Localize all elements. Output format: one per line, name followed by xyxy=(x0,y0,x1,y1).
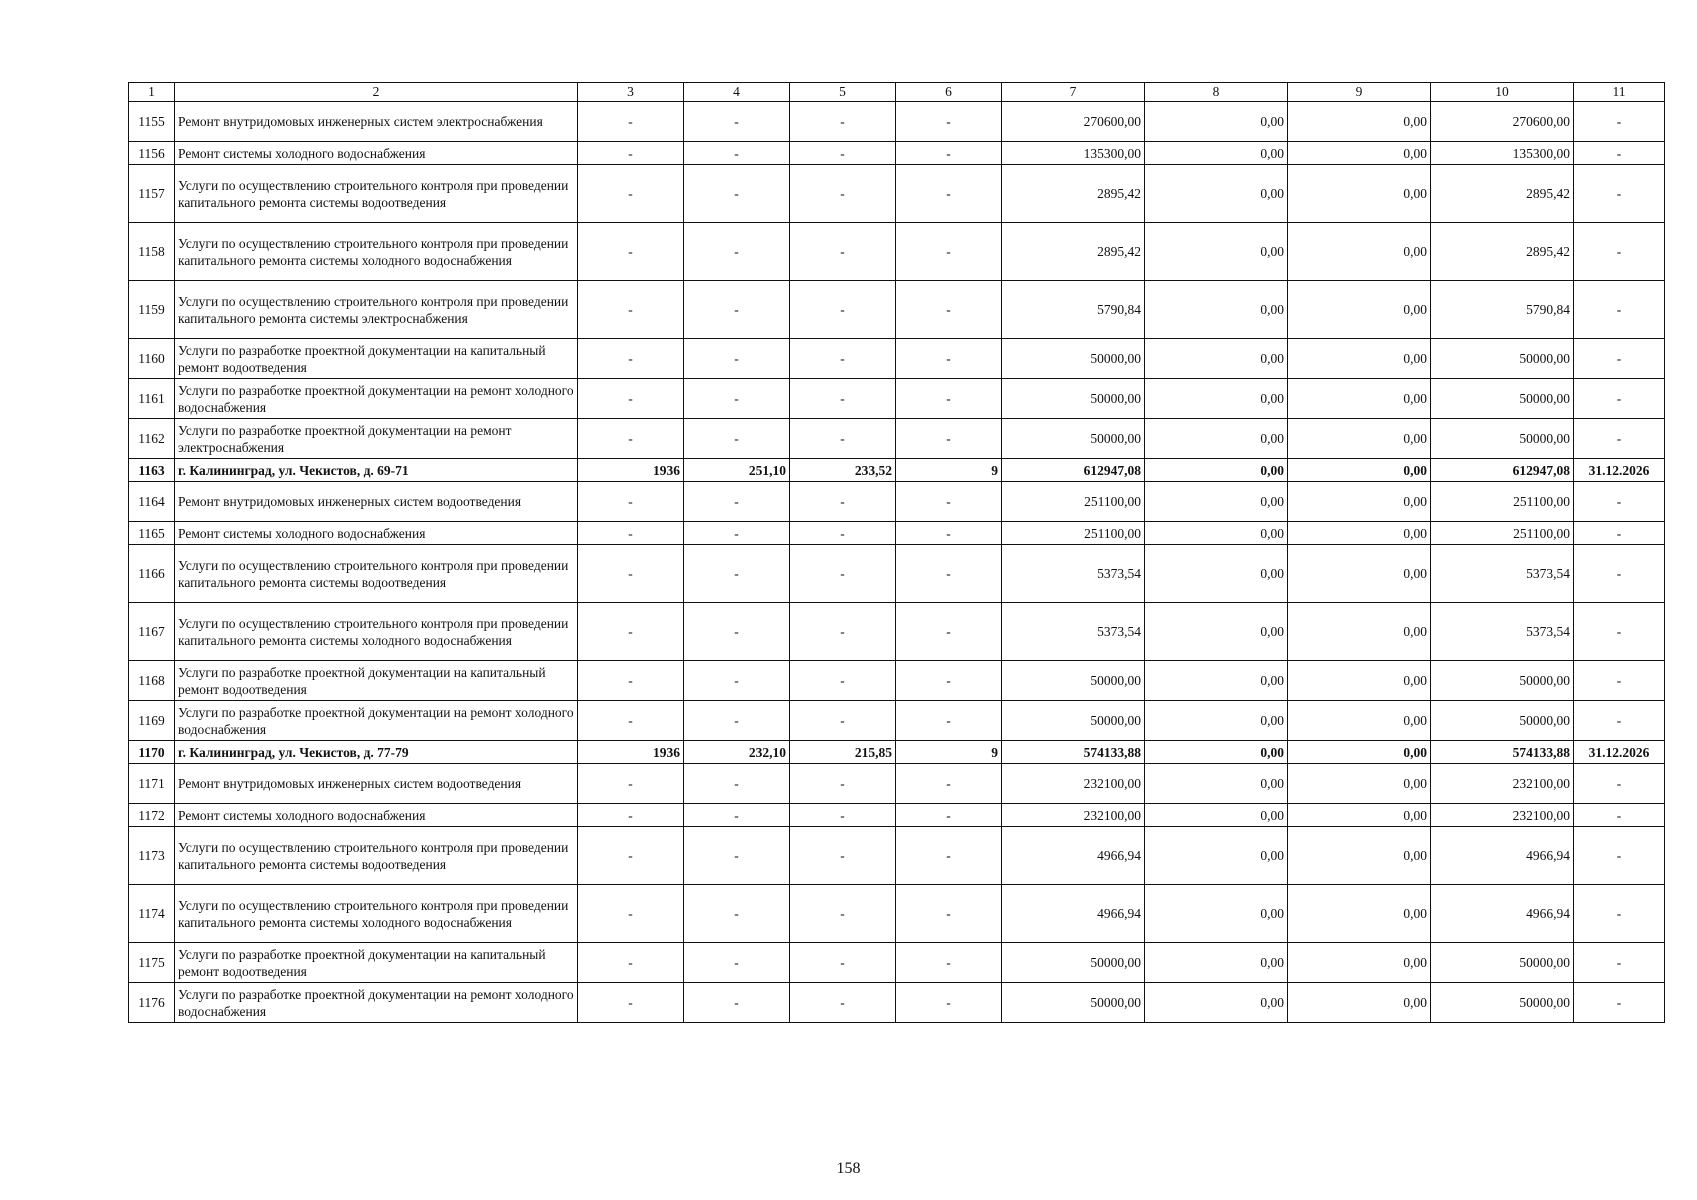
cell-col-3: - xyxy=(578,223,684,281)
cell-col-3: - xyxy=(578,165,684,223)
cell-col-4: - xyxy=(684,701,790,741)
row-number: 1158 xyxy=(129,223,175,281)
cell-col-6: - xyxy=(896,522,1002,545)
cell-col-3: - xyxy=(578,943,684,983)
table-row xyxy=(129,281,1665,339)
cell-col-5: - xyxy=(790,223,896,281)
cell-col-8: 0,00 xyxy=(1145,379,1288,419)
cell-col-7: 2895,42 xyxy=(1002,165,1145,223)
cell-col-9: 0,00 xyxy=(1288,983,1431,1023)
cell-col-10: 5373,54 xyxy=(1431,603,1574,661)
cell-col-7: 232100,00 xyxy=(1002,764,1145,804)
cell-col-4: - xyxy=(684,827,790,885)
table-row xyxy=(129,223,1665,281)
cell-col-3: - xyxy=(578,764,684,804)
row-name: Услуги по разработке проектной документации на капитальный ремонт водоотведения xyxy=(175,943,578,983)
cell-col-11: - xyxy=(1574,102,1665,142)
table-row xyxy=(129,102,1665,142)
row-name: Услуги по осуществлению строительного контроля при проведении капитального ремонта системы электроснабжения xyxy=(175,281,578,339)
cell-col-7: 251100,00 xyxy=(1002,522,1145,545)
cell-col-5: - xyxy=(790,701,896,741)
row-number: 1159 xyxy=(129,281,175,339)
cell-col-5: - xyxy=(790,943,896,983)
cell-col-8: 0,00 xyxy=(1145,223,1288,281)
cell-col-8: 0,00 xyxy=(1145,804,1288,827)
cell-col-11: 31.12.2026 xyxy=(1574,741,1665,764)
row-number: 1166 xyxy=(129,545,175,603)
cell-col-11: 31.12.2026 xyxy=(1574,459,1665,482)
row-number: 1172 xyxy=(129,804,175,827)
cell-col-9: 0,00 xyxy=(1288,764,1431,804)
row-name: Ремонт внутридомовых инженерных систем водоотведения xyxy=(175,482,578,522)
cell-col-7: 50000,00 xyxy=(1002,943,1145,983)
cell-col-5: - xyxy=(790,764,896,804)
cell-col-6: - xyxy=(896,339,1002,379)
cell-col-11: - xyxy=(1574,827,1665,885)
cell-col-6: - xyxy=(896,943,1002,983)
cell-col-9: 0,00 xyxy=(1288,701,1431,741)
cell-col-6: 9 xyxy=(896,741,1002,764)
cell-col-6: - xyxy=(896,983,1002,1023)
cell-col-9: 0,00 xyxy=(1288,459,1431,482)
cell-col-10: 574133,88 xyxy=(1431,741,1574,764)
row-name: Ремонт системы холодного водоснабжения xyxy=(175,522,578,545)
works-table xyxy=(128,82,1665,1023)
cell-col-9: 0,00 xyxy=(1288,379,1431,419)
cell-col-7: 574133,88 xyxy=(1002,741,1145,764)
cell-col-5: - xyxy=(790,545,896,603)
cell-col-4: - xyxy=(684,339,790,379)
cell-col-10: 50000,00 xyxy=(1431,943,1574,983)
cell-col-8: 0,00 xyxy=(1145,419,1288,459)
table-row xyxy=(129,339,1665,379)
cell-col-5: - xyxy=(790,165,896,223)
cell-col-7: 50000,00 xyxy=(1002,701,1145,741)
cell-col-9: 0,00 xyxy=(1288,102,1431,142)
cell-col-11: - xyxy=(1574,522,1665,545)
row-name: Услуги по разработке проектной документации на ремонт холодного водоснабжения xyxy=(175,701,578,741)
cell-col-8: 0,00 xyxy=(1145,701,1288,741)
column-header: 3 xyxy=(578,83,684,102)
cell-col-9: 0,00 xyxy=(1288,827,1431,885)
row-name: Услуги по осуществлению строительного контроля при проведении капитального ремонта системы холодного водоснабжения xyxy=(175,885,578,943)
cell-col-3: - xyxy=(578,827,684,885)
cell-col-10: 5790,84 xyxy=(1431,281,1574,339)
cell-col-9: 0,00 xyxy=(1288,223,1431,281)
column-header: 7 xyxy=(1002,83,1145,102)
row-name: г. Калининград, ул. Чекистов, д. 69-71 xyxy=(175,459,578,482)
row-number: 1167 xyxy=(129,603,175,661)
cell-col-8: 0,00 xyxy=(1145,522,1288,545)
cell-col-8: 0,00 xyxy=(1145,983,1288,1023)
table-row xyxy=(129,943,1665,983)
cell-col-5: - xyxy=(790,379,896,419)
cell-col-6: - xyxy=(896,142,1002,165)
cell-col-10: 50000,00 xyxy=(1431,661,1574,701)
cell-col-9: 0,00 xyxy=(1288,339,1431,379)
cell-col-4: - xyxy=(684,764,790,804)
cell-col-10: 135300,00 xyxy=(1431,142,1574,165)
cell-col-6: - xyxy=(896,102,1002,142)
cell-col-6: - xyxy=(896,804,1002,827)
cell-col-8: 0,00 xyxy=(1145,102,1288,142)
cell-col-9: 0,00 xyxy=(1288,804,1431,827)
cell-col-6: - xyxy=(896,223,1002,281)
cell-col-4: - xyxy=(684,142,790,165)
cell-col-9: 0,00 xyxy=(1288,522,1431,545)
column-header: 2 xyxy=(175,83,578,102)
cell-col-10: 251100,00 xyxy=(1431,522,1574,545)
cell-col-10: 2895,42 xyxy=(1431,223,1574,281)
cell-col-4: - xyxy=(684,545,790,603)
cell-col-7: 5373,54 xyxy=(1002,545,1145,603)
cell-col-8: 0,00 xyxy=(1145,281,1288,339)
cell-col-8: 0,00 xyxy=(1145,339,1288,379)
cell-col-11: - xyxy=(1574,142,1665,165)
row-number: 1175 xyxy=(129,943,175,983)
row-name: Услуги по осуществлению строительного контроля при проведении капитального ремонта системы водоотведения xyxy=(175,827,578,885)
cell-col-4: - xyxy=(684,983,790,1023)
cell-col-7: 5790,84 xyxy=(1002,281,1145,339)
cell-col-3: - xyxy=(578,661,684,701)
cell-col-8: 0,00 xyxy=(1145,943,1288,983)
row-number: 1160 xyxy=(129,339,175,379)
cell-col-9: 0,00 xyxy=(1288,142,1431,165)
cell-col-3: 1936 xyxy=(578,741,684,764)
row-name: Ремонт системы холодного водоснабжения xyxy=(175,804,578,827)
cell-col-11: - xyxy=(1574,223,1665,281)
cell-col-7: 50000,00 xyxy=(1002,379,1145,419)
table-row xyxy=(129,661,1665,701)
cell-col-7: 232100,00 xyxy=(1002,804,1145,827)
page-number: 158 xyxy=(836,1160,861,1177)
cell-col-7: 270600,00 xyxy=(1002,102,1145,142)
cell-col-10: 2895,42 xyxy=(1431,165,1574,223)
cell-col-4: - xyxy=(684,885,790,943)
row-number: 1171 xyxy=(129,764,175,804)
cell-col-9: 0,00 xyxy=(1288,741,1431,764)
cell-col-3: - xyxy=(578,545,684,603)
cell-col-10: 50000,00 xyxy=(1431,419,1574,459)
cell-col-11: - xyxy=(1574,943,1665,983)
row-number: 1161 xyxy=(129,379,175,419)
cell-col-6: - xyxy=(896,281,1002,339)
row-name: Услуги по осуществлению строительного контроля при проведении капитального ремонта системы водоотведения xyxy=(175,165,578,223)
table-row xyxy=(129,701,1665,741)
row-number: 1155 xyxy=(129,102,175,142)
cell-col-6: - xyxy=(896,885,1002,943)
cell-col-8: 0,00 xyxy=(1145,827,1288,885)
cell-col-3: 1936 xyxy=(578,459,684,482)
cell-col-7: 50000,00 xyxy=(1002,419,1145,459)
cell-col-10: 4966,94 xyxy=(1431,885,1574,943)
table-row xyxy=(129,482,1665,522)
cell-col-8: 0,00 xyxy=(1145,482,1288,522)
cell-col-4: - xyxy=(684,165,790,223)
cell-col-4: - xyxy=(684,379,790,419)
table-row xyxy=(129,379,1665,419)
cell-col-6: - xyxy=(896,545,1002,603)
cell-col-10: 232100,00 xyxy=(1431,764,1574,804)
row-name: Услуги по разработке проектной документации на ремонт электроснабжения xyxy=(175,419,578,459)
table-row xyxy=(129,983,1665,1023)
cell-col-5: - xyxy=(790,983,896,1023)
cell-col-6: - xyxy=(896,701,1002,741)
cell-col-11: - xyxy=(1574,701,1665,741)
table-row xyxy=(129,165,1665,223)
table-row xyxy=(129,419,1665,459)
cell-col-11: - xyxy=(1574,603,1665,661)
cell-col-3: - xyxy=(578,379,684,419)
cell-col-4: - xyxy=(684,804,790,827)
cell-col-11: - xyxy=(1574,885,1665,943)
cell-col-4: - xyxy=(684,419,790,459)
cell-col-7: 2895,42 xyxy=(1002,223,1145,281)
column-number-row xyxy=(129,83,1665,102)
column-header: 11 xyxy=(1574,83,1665,102)
table-row xyxy=(129,885,1665,943)
cell-col-8: 0,00 xyxy=(1145,661,1288,701)
row-name: г. Калининград, ул. Чекистов, д. 77-79 xyxy=(175,741,578,764)
cell-col-4: - xyxy=(684,102,790,142)
cell-col-5: - xyxy=(790,804,896,827)
cell-col-3: - xyxy=(578,339,684,379)
cell-col-9: 0,00 xyxy=(1288,482,1431,522)
cell-col-3: - xyxy=(578,281,684,339)
cell-col-7: 50000,00 xyxy=(1002,983,1145,1023)
cell-col-11: - xyxy=(1574,545,1665,603)
cell-col-11: - xyxy=(1574,804,1665,827)
row-number: 1164 xyxy=(129,482,175,522)
row-number: 1157 xyxy=(129,165,175,223)
table-body xyxy=(129,102,1665,1023)
cell-col-11: - xyxy=(1574,379,1665,419)
row-number: 1176 xyxy=(129,983,175,1023)
row-number: 1163 xyxy=(129,459,175,482)
cell-col-8: 0,00 xyxy=(1145,165,1288,223)
cell-col-11: - xyxy=(1574,482,1665,522)
cell-col-10: 270600,00 xyxy=(1431,102,1574,142)
row-number: 1165 xyxy=(129,522,175,545)
table-row xyxy=(129,764,1665,804)
address-row xyxy=(129,741,1665,764)
address-row xyxy=(129,459,1665,482)
table-row xyxy=(129,545,1665,603)
cell-col-5: - xyxy=(790,419,896,459)
table-row xyxy=(129,827,1665,885)
row-name: Услуги по осуществлению строительного контроля при проведении капитального ремонта системы холодного водоснабжения xyxy=(175,223,578,281)
cell-col-9: 0,00 xyxy=(1288,165,1431,223)
column-header: 4 xyxy=(684,83,790,102)
cell-col-11: - xyxy=(1574,339,1665,379)
cell-col-9: 0,00 xyxy=(1288,943,1431,983)
cell-col-3: - xyxy=(578,885,684,943)
cell-col-5: 215,85 xyxy=(790,741,896,764)
table-row xyxy=(129,804,1665,827)
cell-col-11: - xyxy=(1574,764,1665,804)
cell-col-5: - xyxy=(790,885,896,943)
row-name: Услуги по осуществлению строительного контроля при проведении капитального ремонта системы холодного водоснабжения xyxy=(175,603,578,661)
cell-col-10: 5373,54 xyxy=(1431,545,1574,603)
cell-col-6: - xyxy=(896,165,1002,223)
cell-col-9: 0,00 xyxy=(1288,661,1431,701)
cell-col-6: 9 xyxy=(896,459,1002,482)
cell-col-3: - xyxy=(578,419,684,459)
column-header: 8 xyxy=(1145,83,1288,102)
cell-col-7: 251100,00 xyxy=(1002,482,1145,522)
row-name: Ремонт системы холодного водоснабжения xyxy=(175,142,578,165)
cell-col-11: - xyxy=(1574,165,1665,223)
cell-col-6: - xyxy=(896,603,1002,661)
column-header: 5 xyxy=(790,83,896,102)
cell-col-10: 50000,00 xyxy=(1431,701,1574,741)
cell-col-3: - xyxy=(578,701,684,741)
cell-col-5: - xyxy=(790,827,896,885)
cell-col-5: - xyxy=(790,482,896,522)
cell-col-11: - xyxy=(1574,983,1665,1023)
row-name: Услуги по разработке проектной документации на капитальный ремонт водоотведения xyxy=(175,339,578,379)
cell-col-4: - xyxy=(684,661,790,701)
cell-col-10: 251100,00 xyxy=(1431,482,1574,522)
row-name: Услуги по разработке проектной документации на капитальный ремонт водоотведения xyxy=(175,661,578,701)
row-number: 1156 xyxy=(129,142,175,165)
column-header: 9 xyxy=(1288,83,1431,102)
cell-col-7: 50000,00 xyxy=(1002,339,1145,379)
cell-col-5: - xyxy=(790,603,896,661)
cell-col-5: - xyxy=(790,661,896,701)
cell-col-5: - xyxy=(790,522,896,545)
cell-col-11: - xyxy=(1574,281,1665,339)
cell-col-4: - xyxy=(684,482,790,522)
cell-col-5: - xyxy=(790,339,896,379)
table-row xyxy=(129,603,1665,661)
row-number: 1173 xyxy=(129,827,175,885)
cell-col-5: - xyxy=(790,281,896,339)
row-number: 1169 xyxy=(129,701,175,741)
cell-col-3: - xyxy=(578,983,684,1023)
cell-col-10: 232100,00 xyxy=(1431,804,1574,827)
cell-col-8: 0,00 xyxy=(1145,142,1288,165)
cell-col-6: - xyxy=(896,482,1002,522)
cell-col-5: 233,52 xyxy=(790,459,896,482)
cell-col-7: 5373,54 xyxy=(1002,603,1145,661)
cell-col-10: 4966,94 xyxy=(1431,827,1574,885)
table-row xyxy=(129,522,1665,545)
cell-col-4: - xyxy=(684,603,790,661)
row-number: 1162 xyxy=(129,419,175,459)
cell-col-3: - xyxy=(578,482,684,522)
cell-col-7: 135300,00 xyxy=(1002,142,1145,165)
cell-col-9: 0,00 xyxy=(1288,885,1431,943)
cell-col-4: 232,10 xyxy=(684,741,790,764)
table-row xyxy=(129,142,1665,165)
cell-col-9: 0,00 xyxy=(1288,603,1431,661)
cell-col-8: 0,00 xyxy=(1145,459,1288,482)
cell-col-5: - xyxy=(790,102,896,142)
cell-col-8: 0,00 xyxy=(1145,741,1288,764)
row-number: 1168 xyxy=(129,661,175,701)
cell-col-11: - xyxy=(1574,661,1665,701)
cell-col-7: 50000,00 xyxy=(1002,661,1145,701)
cell-col-3: - xyxy=(578,142,684,165)
cell-col-4: - xyxy=(684,943,790,983)
column-header: 10 xyxy=(1431,83,1574,102)
cell-col-10: 50000,00 xyxy=(1431,983,1574,1023)
column-header: 6 xyxy=(896,83,1002,102)
cell-col-8: 0,00 xyxy=(1145,545,1288,603)
cell-col-4: - xyxy=(684,281,790,339)
cell-col-8: 0,00 xyxy=(1145,885,1288,943)
cell-col-6: - xyxy=(896,419,1002,459)
cell-col-10: 50000,00 xyxy=(1431,339,1574,379)
cell-col-9: 0,00 xyxy=(1288,545,1431,603)
row-number: 1170 xyxy=(129,741,175,764)
row-name: Ремонт внутридомовых инженерных систем водоотведения xyxy=(175,764,578,804)
cell-col-7: 4966,94 xyxy=(1002,827,1145,885)
cell-col-3: - xyxy=(578,522,684,545)
row-number: 1174 xyxy=(129,885,175,943)
cell-col-9: 0,00 xyxy=(1288,281,1431,339)
cell-col-10: 50000,00 xyxy=(1431,379,1574,419)
cell-col-3: - xyxy=(578,603,684,661)
cell-col-10: 612947,08 xyxy=(1431,459,1574,482)
cell-col-6: - xyxy=(896,379,1002,419)
cell-col-4: - xyxy=(684,522,790,545)
cell-col-7: 4966,94 xyxy=(1002,885,1145,943)
row-name: Услуги по разработке проектной документации на ремонт холодного водоснабжения xyxy=(175,379,578,419)
cell-col-9: 0,00 xyxy=(1288,419,1431,459)
row-name: Услуги по разработке проектной документации на ремонт холодного водоснабжения xyxy=(175,983,578,1023)
cell-col-8: 0,00 xyxy=(1145,764,1288,804)
cell-col-5: - xyxy=(790,142,896,165)
cell-col-6: - xyxy=(896,661,1002,701)
cell-col-8: 0,00 xyxy=(1145,603,1288,661)
cell-col-11: - xyxy=(1574,419,1665,459)
cell-col-6: - xyxy=(896,827,1002,885)
column-header: 1 xyxy=(129,83,175,102)
cell-col-4: - xyxy=(684,223,790,281)
cell-col-7: 612947,08 xyxy=(1002,459,1145,482)
row-name: Услуги по осуществлению строительного контроля при проведении капитального ремонта системы водоотведения xyxy=(175,545,578,603)
row-name: Ремонт внутридомовых инженерных систем электроснабжения xyxy=(175,102,578,142)
cell-col-6: - xyxy=(896,764,1002,804)
cell-col-4: 251,10 xyxy=(684,459,790,482)
cell-col-3: - xyxy=(578,102,684,142)
cell-col-3: - xyxy=(578,804,684,827)
